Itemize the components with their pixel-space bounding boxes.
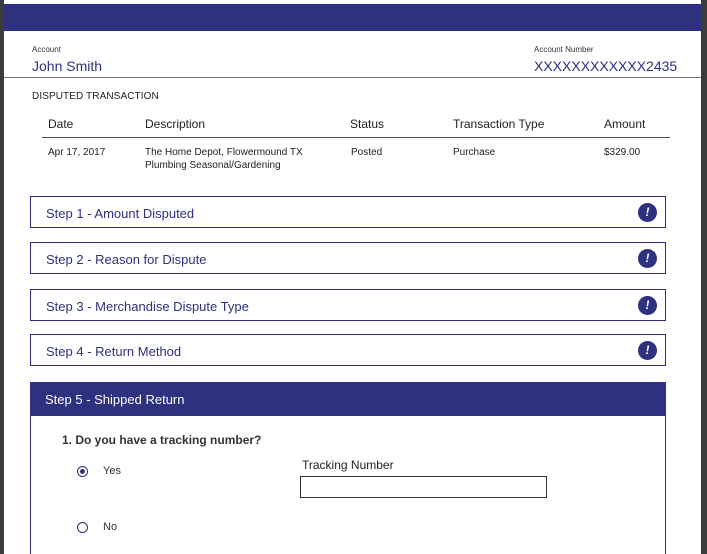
header-divider xyxy=(4,77,701,78)
step-5-label: Step 5 - Shipped Return xyxy=(45,392,185,407)
step-5-shipped-return-header[interactable] xyxy=(30,382,666,416)
radio-yes-label: Yes xyxy=(103,465,121,477)
step-3-label: Step 3 - Merchandise Dispute Type xyxy=(46,299,249,314)
step-1-label: Step 1 - Amount Disputed xyxy=(46,206,195,221)
account-label: Account xyxy=(32,45,61,54)
cell-description-line2: Plumbing Seasonal/Gardening xyxy=(145,160,281,171)
alert-icon: ! xyxy=(638,249,657,268)
account-name: John Smith xyxy=(32,58,103,74)
step-3-merchandise-dispute-type[interactable] xyxy=(30,289,666,321)
cell-date: Apr 17, 2017 xyxy=(48,147,106,158)
account-number-label: Account Number xyxy=(534,45,594,54)
radio-no-label: No xyxy=(103,521,118,533)
step-2-label: Step 2 - Reason for Dispute xyxy=(46,252,207,267)
dispute-form-page xyxy=(4,0,701,554)
disputed-transaction-title: DISPUTED TRANSACTION xyxy=(32,91,159,102)
radio-yes[interactable] xyxy=(77,466,88,477)
radio-no[interactable] xyxy=(77,522,88,533)
column-header-date: Date xyxy=(48,117,74,131)
cell-description xyxy=(145,146,303,172)
step-2-reason-for-dispute[interactable] xyxy=(30,242,666,274)
cell-status: Posted xyxy=(351,147,383,158)
tracking-question: 1. Do you have a tracking number? xyxy=(62,433,262,447)
column-header-transaction-type: Transaction Type xyxy=(453,117,545,131)
alert-icon: ! xyxy=(638,341,657,360)
radio-selected-dot xyxy=(80,469,85,474)
tracking-number-label: Tracking Number xyxy=(302,458,394,472)
alert-icon: ! xyxy=(638,203,657,222)
cell-amount: $329.00 xyxy=(604,147,641,158)
account-number: XXXXXXXXXXXX2435 xyxy=(534,58,678,74)
column-header-description: Description xyxy=(145,117,206,131)
step-1-amount-disputed[interactable] xyxy=(30,196,666,228)
column-header-status: Status xyxy=(350,117,385,131)
step-4-label: Step 4 - Return Method xyxy=(46,344,182,359)
table-header-divider xyxy=(42,137,670,138)
cell-description-line1: The Home Depot, Flowermound TX xyxy=(145,147,303,158)
header-bar xyxy=(4,4,701,31)
tracking-number-input[interactable] xyxy=(300,476,547,498)
alert-icon: ! xyxy=(638,296,657,315)
column-header-amount: Amount xyxy=(604,117,646,131)
step-4-return-method[interactable] xyxy=(30,334,666,366)
cell-transaction-type: Purchase xyxy=(453,147,496,158)
